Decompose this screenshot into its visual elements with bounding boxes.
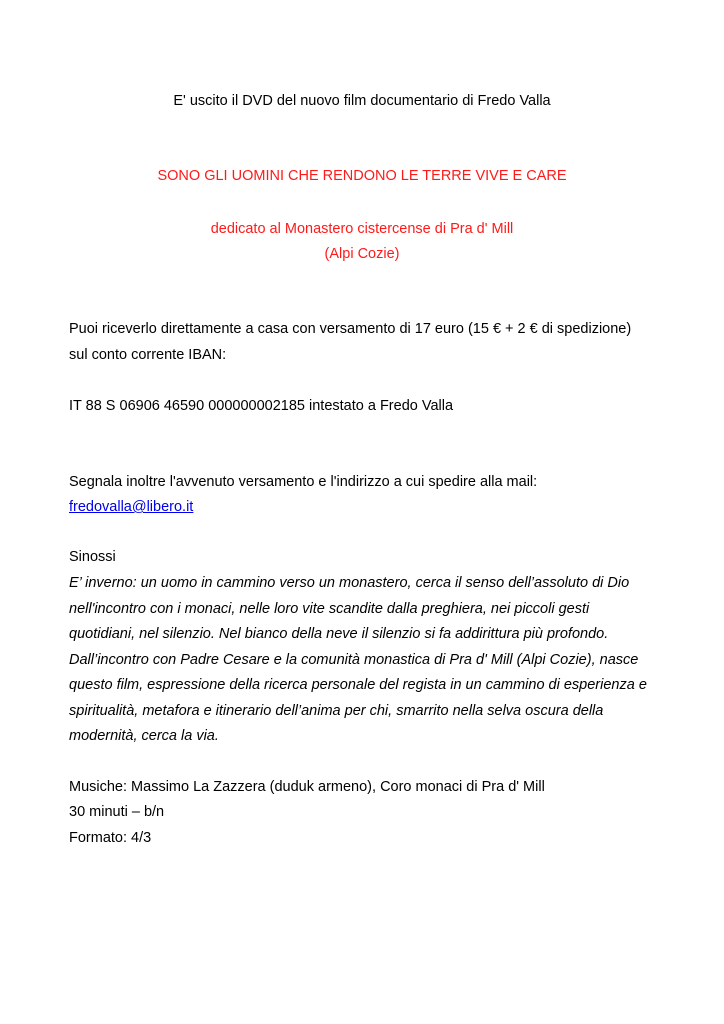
music-credits: Musiche: Massimo La Zazzera (duduk armeno), Coro monaci di Pra d' Mill — [69, 779, 545, 795]
synopsis-line: nell'incontro con i monaci, nelle loro vite scandite dalla preghiera, nei piccoli gesti — [69, 601, 590, 617]
synopsis-line: E’ inverno: un uomo in cammino verso un monastero, cerca il senso dell’assoluto di Dio — [69, 575, 630, 591]
iban-line: IT 88 S 06906 46590 000000002185 intestato a Fredo Valla — [69, 398, 454, 414]
synopsis-line: questo film, espressione della ricerca personale del regista in un cammino di esperienza e — [69, 677, 647, 693]
duration-line: 30 minuti – b/n — [69, 804, 165, 820]
synopsis-line: spiritualità, metafora e itinerario dell’anima per chi, smarrito nella selva oscura della — [69, 703, 604, 719]
announcement-line: E' uscito il DVD del nuovo film documentario di Fredo Valla — [173, 93, 551, 109]
synopsis-heading: Sinossi — [69, 549, 116, 565]
synopsis-line: Dall’incontro con Padre Cesare e la comunità monastica di Pra d' Mill (Alpi Cozie), nasce — [69, 652, 639, 668]
order-instructions-line-1: Puoi riceverlo direttamente a casa con versamento di 17 euro (15 € + 2 € di spedizione) — [69, 321, 632, 337]
dedication-line-1: dedicato al Monastero cistercense di Pra d' Mill — [210, 221, 514, 237]
synopsis-line: modernità, cerca la via. — [69, 728, 219, 744]
email-link[interactable]: fredovalla@libero.it — [69, 499, 194, 515]
notify-line: Segnala inoltre l'avvenuto versamento e l'indirizzo a cui spedire alla mail: — [69, 474, 538, 490]
order-instructions-line-2: sul conto corrente IBAN: — [69, 347, 227, 363]
film-title: SONO GLI UOMINI CHE RENDONO LE TERRE VIVE E CARE — [157, 168, 567, 184]
synopsis-line: quotidiani, nel silenzio. Nel bianco della neve il silenzio si fa addirittura più profondo. — [69, 626, 609, 642]
format-line: Formato: 4/3 — [69, 830, 152, 846]
dedication-line-2: (Alpi Cozie) — [324, 246, 400, 262]
